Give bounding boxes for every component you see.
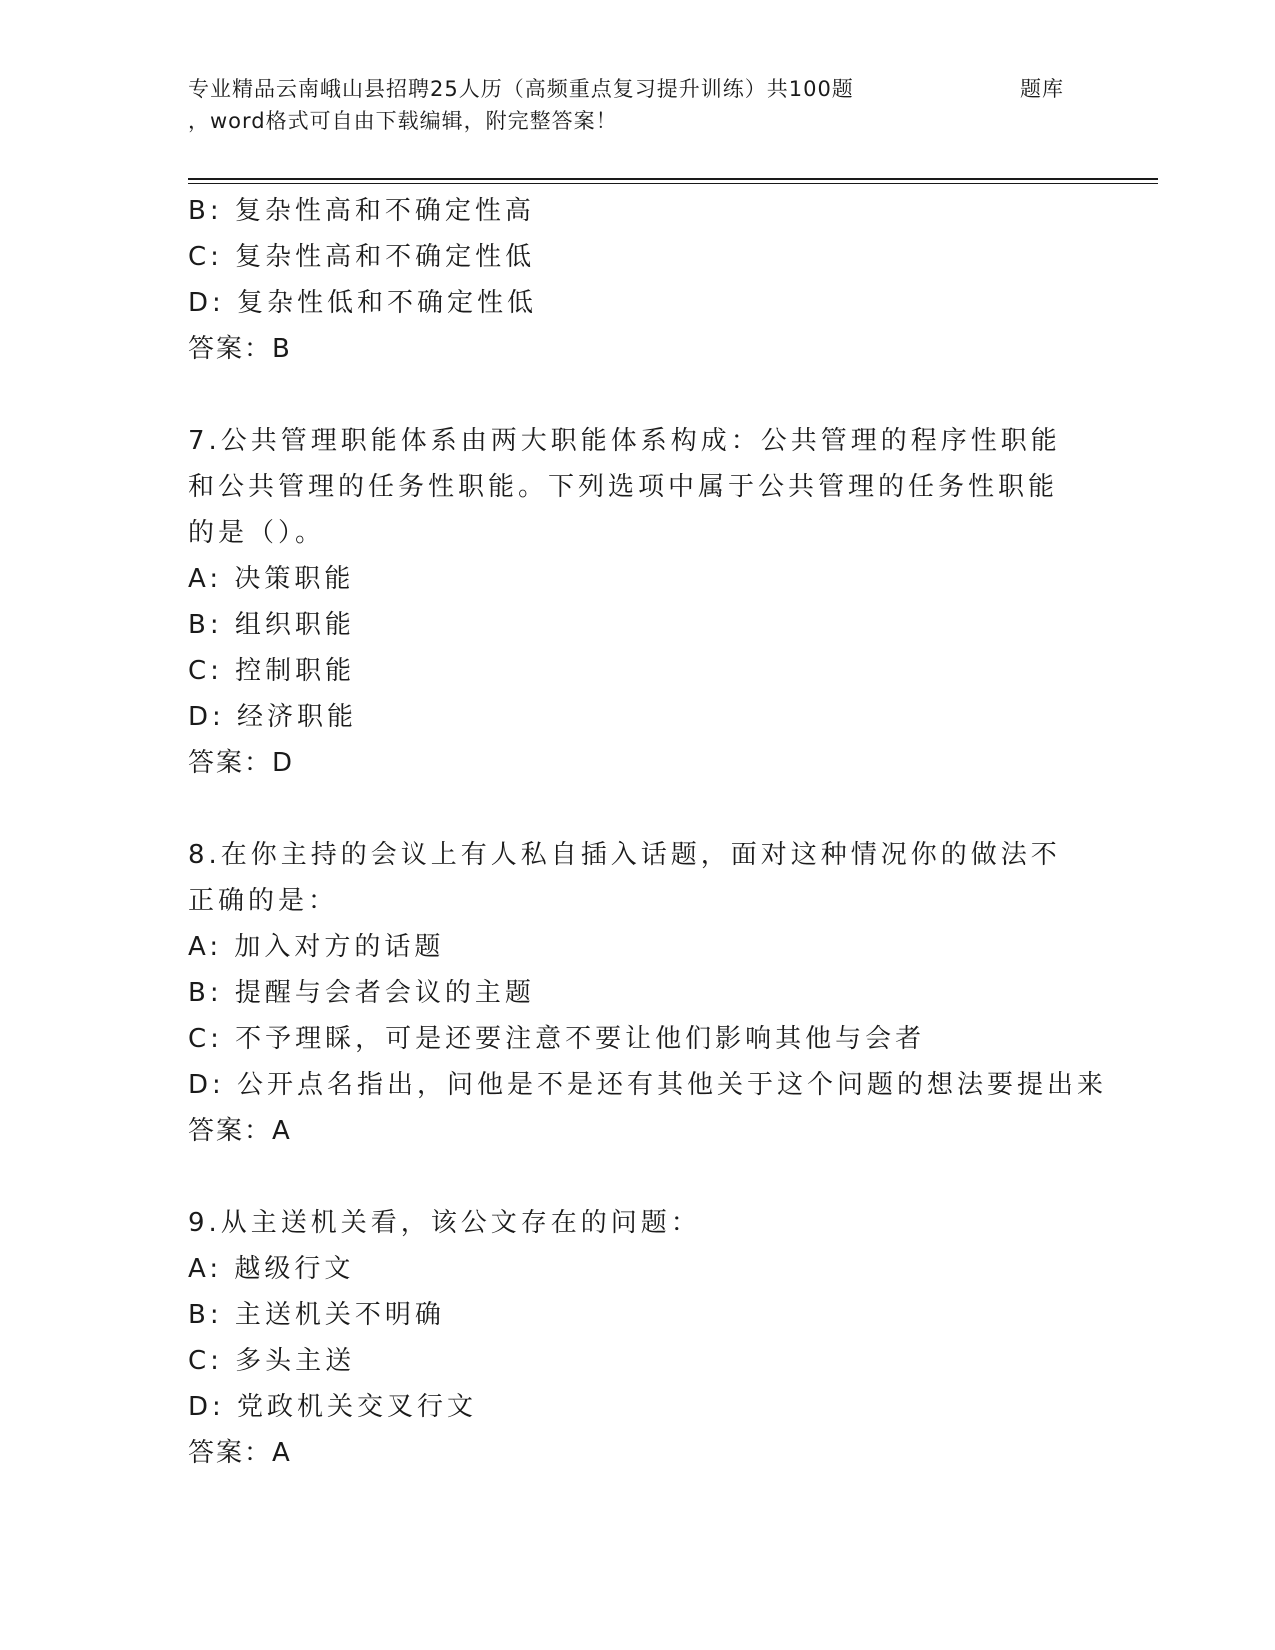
question-8 xyxy=(188,832,1108,1154)
header-divider-thin xyxy=(188,183,1158,184)
question-6-tail xyxy=(188,188,1088,372)
header-title: 专业精品云南峨山县招聘25人历（高频重点复习提升训练）共100题 xyxy=(188,77,854,101)
option-d: D: 复杂性低和不确定性低 xyxy=(188,288,538,318)
header-tag: 题库 xyxy=(1020,77,1064,101)
document-body xyxy=(188,188,1108,1476)
header-divider xyxy=(188,178,1158,180)
option-d: D: 党政机关交叉行文 xyxy=(188,1392,478,1422)
option-b: B: 组织职能 xyxy=(188,610,355,640)
question-9 xyxy=(188,1200,1088,1476)
answer: 答案：A xyxy=(188,1116,292,1146)
option-a: A: 越级行文 xyxy=(188,1254,355,1284)
question-text: 9.从主送机关看，该公文存在的问题： xyxy=(188,1208,701,1238)
option-b: B: 提醒与会者会议的主题 xyxy=(188,978,535,1008)
question-text: 8.在你主持的会议上有人私自插入话题，面对这种情况你的做法不正确的是： xyxy=(188,840,1061,916)
page-header xyxy=(188,74,1088,144)
answer: 答案：D xyxy=(188,748,295,778)
option-c: C: 不予理睬，可是还要注意不要让他们影响其他与会者 xyxy=(188,1024,926,1054)
option-d: D: 经济职能 xyxy=(188,702,358,732)
option-b: B: 复杂性高和不确定性高 xyxy=(188,196,535,226)
option-b: B: 主送机关不明确 xyxy=(188,1300,445,1330)
answer: 答案：A xyxy=(188,1438,292,1468)
option-d: D: 公开点名指出，问他是不是还有其他关于这个问题的想法要提出来 xyxy=(188,1070,1108,1100)
option-c: C: 控制职能 xyxy=(188,656,356,686)
question-7 xyxy=(188,418,1088,786)
option-a: A: 加入对方的话题 xyxy=(188,932,445,962)
answer: 答案：B xyxy=(188,334,292,364)
option-c: C: 多头主送 xyxy=(188,1346,356,1376)
option-a: A: 决策职能 xyxy=(188,564,355,594)
header-subtitle: ，word格式可自由下载编辑，附完整答案！ xyxy=(188,109,618,133)
question-text: 7.公共管理职能体系由两大职能体系构成：公共管理的程序性职能和公共管理的任务性职能。下列选项中属于公共管理的任务性职能的是（）。 xyxy=(188,426,1061,548)
option-c: C: 复杂性高和不确定性低 xyxy=(188,242,536,272)
